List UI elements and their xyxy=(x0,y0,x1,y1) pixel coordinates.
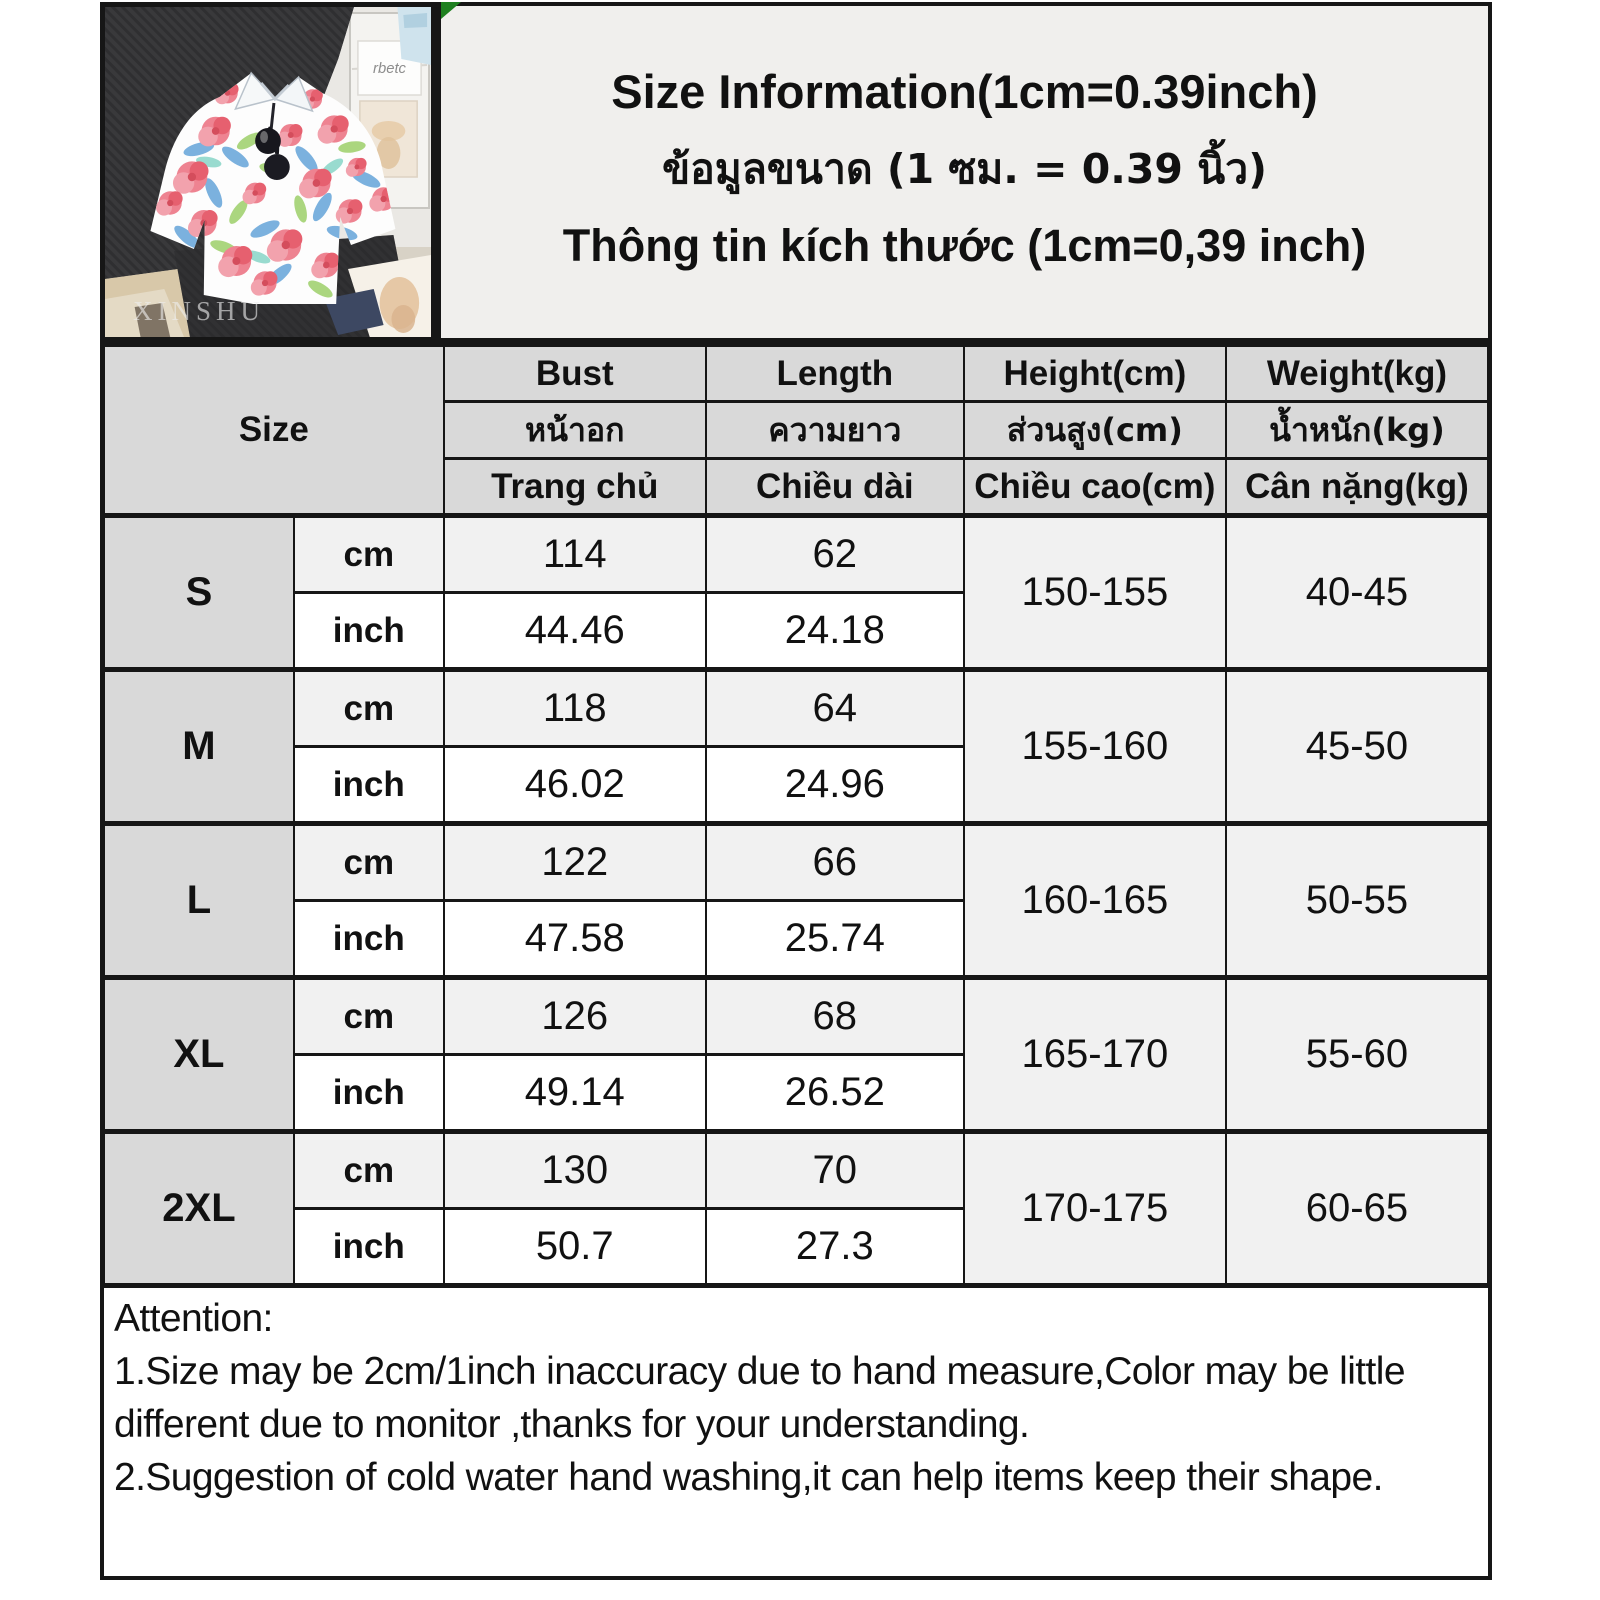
length-cm-l: 66 xyxy=(706,824,964,901)
header-height-en: Height(cm) xyxy=(964,345,1226,402)
header-bust-th: หน้าอก xyxy=(444,402,706,459)
unit-inch-2xl: inch xyxy=(294,1209,444,1286)
header-length-th: ความยาว xyxy=(706,402,964,459)
height-range-xl: 165-170 xyxy=(964,978,1226,1132)
unit-cm-l: cm xyxy=(294,824,444,901)
height-range-l: 160-165 xyxy=(964,824,1226,978)
header-length-vi: Chiều dài xyxy=(706,459,964,516)
unit-inch-xl: inch xyxy=(294,1055,444,1132)
size-label-2xl: 2XL xyxy=(103,1132,294,1286)
header-weight-th: น้ำหนัก(kg) xyxy=(1226,402,1490,459)
unit-cm-m: cm xyxy=(294,670,444,747)
bust-inch-l: 47.58 xyxy=(444,901,706,978)
bust-cm-s: 114 xyxy=(444,516,706,593)
bust-cm-2xl: 130 xyxy=(444,1132,706,1209)
bust-inch-xl: 49.14 xyxy=(444,1055,706,1132)
bust-cm-xl: 126 xyxy=(444,978,706,1055)
weight-range-m: 45-50 xyxy=(1226,670,1490,824)
bust-inch-s: 44.46 xyxy=(444,593,706,670)
unit-inch-l: inch xyxy=(294,901,444,978)
header-height-vi: Chiều cao(cm) xyxy=(964,459,1226,516)
size-table xyxy=(100,342,1492,1288)
header-bust-vi: Trang chủ xyxy=(444,459,706,516)
length-cm-xl: 68 xyxy=(706,978,964,1055)
length-inch-m: 24.96 xyxy=(706,747,964,824)
length-inch-xl: 26.52 xyxy=(706,1055,964,1132)
height-range-s: 150-155 xyxy=(964,516,1226,670)
height-range-2xl: 170-175 xyxy=(964,1132,1226,1286)
weight-range-l: 50-55 xyxy=(1226,824,1490,978)
green-corner-mark xyxy=(441,2,461,19)
photo-watermark: XINSHU xyxy=(133,296,266,326)
title-block xyxy=(441,2,1492,342)
header-bust-en: Bust xyxy=(444,345,706,402)
title-vietnamese: Thông tin kích thước (1cm=0,39 inch) xyxy=(562,220,1367,271)
length-cm-s: 62 xyxy=(706,516,964,593)
size-label-s: S xyxy=(103,516,294,670)
bust-cm-l: 122 xyxy=(444,824,706,901)
title-thai: ข้อมูลขนาด (1 ซม. = 0.39 นิ้ว) xyxy=(662,145,1267,193)
attention-note-2: 2.Suggestion of cold water hand washing,it can help items keep their shape. xyxy=(114,1456,1383,1499)
length-inch-2xl: 27.3 xyxy=(706,1209,964,1286)
attention-box xyxy=(100,1284,1492,1580)
header-length-en: Length xyxy=(706,345,964,402)
unit-inch-m: inch xyxy=(294,747,444,824)
svg-text:rbetc: rbetc xyxy=(373,60,406,78)
unit-cm-s: cm xyxy=(294,516,444,593)
header-weight-vi: Cân nặng(kg) xyxy=(1226,459,1490,516)
header-weight-en: Weight(kg) xyxy=(1226,345,1490,402)
unit-inch-s: inch xyxy=(294,593,444,670)
attention-heading: Attention: xyxy=(114,1297,273,1340)
length-cm-m: 64 xyxy=(706,670,964,747)
bust-inch-2xl: 50.7 xyxy=(444,1209,706,1286)
weight-range-2xl: 60-65 xyxy=(1226,1132,1490,1286)
product-photo-illustration xyxy=(105,7,431,337)
title-english: Size Information(1cm=0.39inch) xyxy=(611,65,1318,118)
size-column-header: Size xyxy=(103,345,444,516)
size-chart-sheet xyxy=(100,2,1492,1580)
unit-cm-xl: cm xyxy=(294,978,444,1055)
size-label-xl: XL xyxy=(103,978,294,1132)
bust-cm-m: 118 xyxy=(444,670,706,747)
size-label-l: L xyxy=(103,824,294,978)
weight-range-s: 40-45 xyxy=(1226,516,1490,670)
product-photo xyxy=(100,2,441,342)
length-inch-s: 24.18 xyxy=(706,593,964,670)
length-inch-l: 25.74 xyxy=(706,901,964,978)
top-section xyxy=(100,2,1492,342)
size-label-m: M xyxy=(103,670,294,824)
height-range-m: 155-160 xyxy=(964,670,1226,824)
unit-cm-2xl: cm xyxy=(294,1132,444,1209)
bust-inch-m: 46.02 xyxy=(444,747,706,824)
attention-note-1: 1.Size may be 2cm/1inch inaccuracy due to hand measure,Color may be little different due to monitor ,thanks for your understanding. xyxy=(114,1350,1405,1446)
length-cm-2xl: 70 xyxy=(706,1132,964,1209)
header-height-th: ส่วนสูง(cm) xyxy=(964,402,1226,459)
weight-range-xl: 55-60 xyxy=(1226,978,1490,1132)
